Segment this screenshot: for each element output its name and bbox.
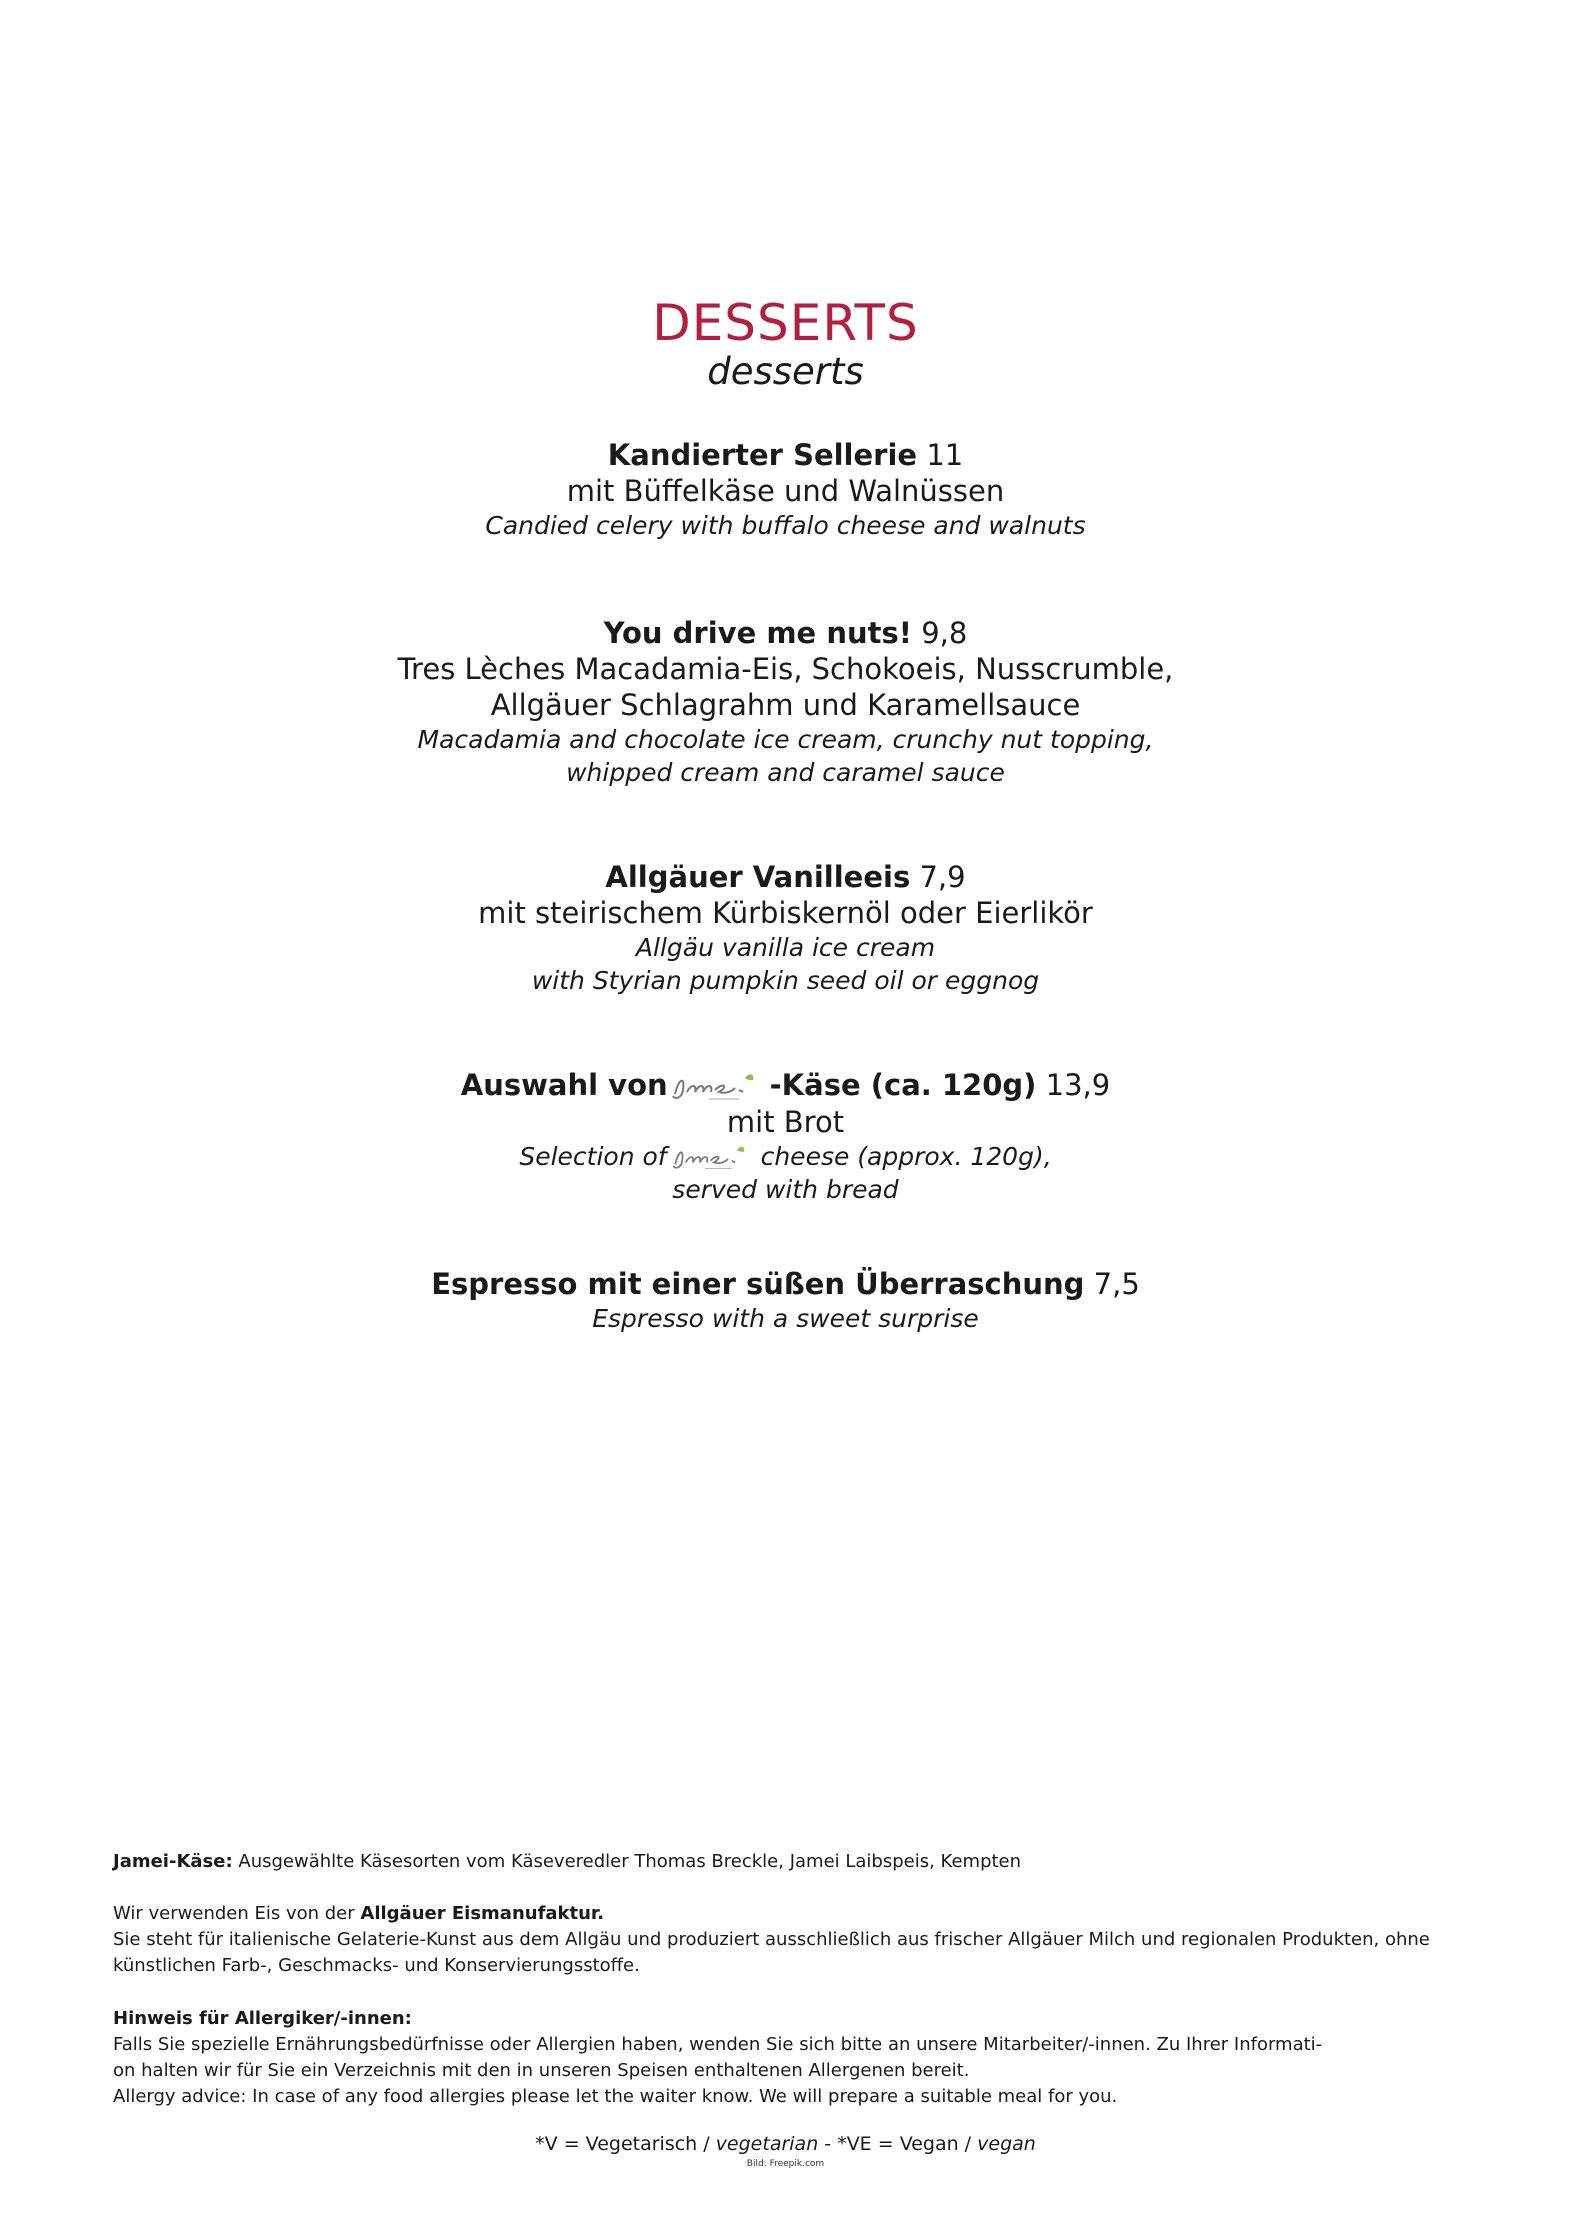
allergy-line3: Allergy advice: In case of any food allergies please let the waiter know. We will prepare a suitable meal for you. bbox=[113, 2086, 1118, 2107]
legend-v-label: *V = Vegetarisch / bbox=[535, 2133, 716, 2155]
item-desc-en: whipped cream and caramel sauce bbox=[566, 758, 1005, 787]
item-name-post: -Käse (ca. 120g) bbox=[769, 1068, 1037, 1102]
item-heading bbox=[0, 615, 1571, 651]
item-name-pre: Auswahl von bbox=[460, 1068, 668, 1102]
item-name: Kandierter Sellerie bbox=[607, 438, 918, 472]
item-name: Espresso mit einer süßen Überraschung bbox=[431, 1267, 1085, 1301]
jamei-logo-icon bbox=[668, 1143, 760, 1173]
footer-allergy-note bbox=[113, 2006, 1473, 2110]
item-price: 11 bbox=[926, 438, 964, 472]
item-price: 13,9 bbox=[1045, 1068, 1111, 1102]
menu-item bbox=[0, 859, 1571, 997]
item-price: 7,5 bbox=[1093, 1267, 1140, 1301]
legend-sep: - bbox=[818, 2133, 838, 2155]
menu-item bbox=[0, 437, 1571, 542]
item-price: 9,8 bbox=[921, 616, 968, 650]
menu-item bbox=[0, 615, 1571, 789]
jamei-label: Jamei-Käse: bbox=[113, 1851, 233, 1872]
item-heading bbox=[0, 437, 1571, 473]
item-heading bbox=[0, 1266, 1571, 1302]
legend-ve-en: vegan bbox=[977, 2133, 1036, 2155]
item-desc-de: Tres Lèches Macadamia-Eis, Schokoeis, Nusscrumble, bbox=[397, 652, 1174, 686]
item-desc-de: Allgäuer Schlagrahm und Karamellsauce bbox=[490, 688, 1081, 722]
page-subtitle: desserts bbox=[707, 350, 864, 393]
allergy-heading: Hinweis für Allergiker/-innen: bbox=[113, 2008, 412, 2029]
image-credit: Bild: Freepik.com bbox=[746, 2159, 825, 2169]
allergy-line2: on halten wir für Sie ein Verzeichnis mit den in unseren Speisen enthaltenen Allergenen bereit. bbox=[113, 2060, 970, 2081]
item-desc-de: mit Brot bbox=[726, 1105, 845, 1139]
eis-line3: künstlichen Farb-, Geschmacks- und Konservierungsstoffe. bbox=[113, 1955, 640, 1976]
item-heading bbox=[0, 859, 1571, 895]
item-desc-en: Candied celery with buffalo cheese and walnuts bbox=[485, 511, 1086, 540]
legend-ve-label: *VE = Vegan / bbox=[837, 2133, 978, 2155]
eis-pre: Wir verwenden Eis von der bbox=[113, 1903, 361, 1924]
footer-jamei-note bbox=[113, 1849, 1473, 1875]
footer-eis-note bbox=[113, 1901, 1473, 1979]
page-title: DESSERTS bbox=[652, 294, 919, 352]
item-desc-en: with Styrian pumpkin seed oil or eggnog bbox=[531, 966, 1040, 995]
legend-v-en: vegetarian bbox=[715, 2133, 819, 2155]
item-desc-en-pre: Selection of bbox=[519, 1142, 667, 1171]
item-desc-de: mit Büffelkäse und Walnüssen bbox=[566, 474, 1005, 508]
item-price: 7,9 bbox=[919, 860, 966, 894]
diet-legend bbox=[0, 2131, 1571, 2157]
allergy-line1: Falls Sie spezielle Ernährungsbedürfnisse oder Allergien haben, wenden Sie sich bitte an unsere Mitarbeiter/-innen. Zu Ihrer Informati- bbox=[113, 2034, 1323, 2055]
item-desc-en: served with bread bbox=[672, 1175, 899, 1204]
item-desc-en: Macadamia and chocolate ice cream, crunchy nut topping, bbox=[417, 725, 1154, 754]
item-desc-en: Espresso with a sweet surprise bbox=[592, 1304, 979, 1333]
item-heading bbox=[0, 1067, 1571, 1104]
menu-item bbox=[0, 1266, 1571, 1335]
item-desc-en: Allgäu vanilla ice cream bbox=[635, 933, 936, 962]
jamei-text: Ausgewählte Käsesorten vom Käseveredler Thomas Breckle, Jamei Laibspeis, Kempten bbox=[232, 1851, 1022, 1872]
eis-brand: Allgäuer Eismanufaktur. bbox=[360, 1903, 605, 1924]
item-desc-en bbox=[0, 1140, 1571, 1173]
item-name: Allgäuer Vanilleeis bbox=[605, 860, 911, 894]
jamei-logo-icon bbox=[669, 1070, 769, 1104]
item-name: You drive me nuts! bbox=[603, 616, 912, 650]
item-desc-de: mit steirischem Kürbiskernöl oder Eierlikör bbox=[478, 896, 1093, 930]
item-desc-en-post: cheese (approx. 120g), bbox=[760, 1142, 1052, 1171]
menu-item bbox=[0, 1067, 1571, 1206]
eis-line2: Sie steht für italienische Gelaterie-Kunst aus dem Allgäu und produziert ausschließlich aus frischer Allgäuer Milch und regionalen Produkten, ohne bbox=[113, 1929, 1430, 1950]
